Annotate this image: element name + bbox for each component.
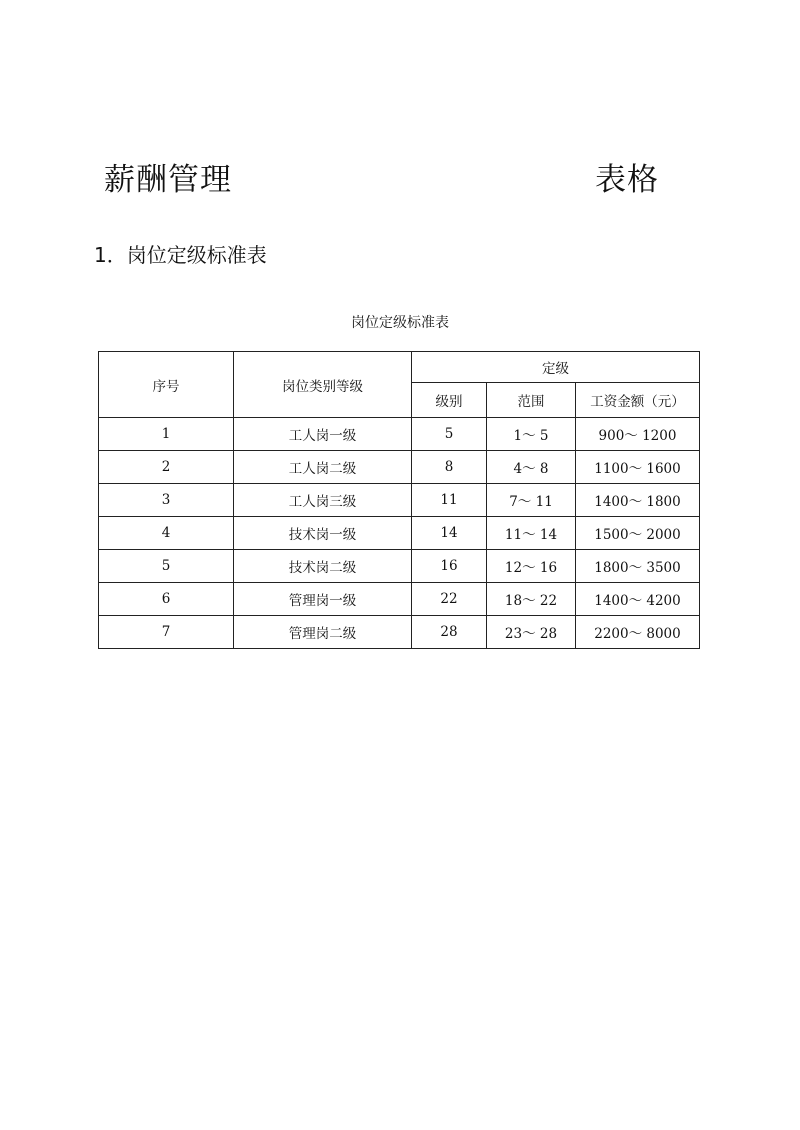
cell-level: 16 (412, 550, 487, 583)
header-seq: 序号 (99, 352, 234, 418)
document-title-left: 薪酬管理 (104, 162, 232, 198)
header-range: 范围 (487, 383, 576, 418)
table-row (99, 517, 700, 550)
cell-category: 管理岗二级 (234, 616, 412, 649)
cell-salary: 1100～ 1600 (576, 451, 700, 484)
cell-salary: 1400～ 4200 (576, 583, 700, 616)
cell-range: 7～ 11 (487, 484, 576, 517)
cell-range: 4～ 8 (487, 451, 576, 484)
cell-category: 工人岗二级 (234, 451, 412, 484)
cell-seq: 6 (99, 583, 234, 616)
cell-range: 18～ 22 (487, 583, 576, 616)
table-row (99, 484, 700, 517)
cell-seq: 7 (99, 616, 234, 649)
table-row (99, 550, 700, 583)
cell-salary: 1400～ 1800 (576, 484, 700, 517)
table-row (99, 616, 700, 649)
header-level: 级别 (412, 383, 487, 418)
cell-salary: 2200～ 8000 (576, 616, 700, 649)
cell-range: 23～ 28 (487, 616, 576, 649)
section-heading: 1．岗位定级标准表 (94, 243, 267, 267)
cell-level: 28 (412, 616, 487, 649)
header-salary: 工资金额（元） (576, 383, 700, 418)
cell-seq: 2 (99, 451, 234, 484)
cell-salary: 1800～ 3500 (576, 550, 700, 583)
document-title-right: 表格 (595, 162, 659, 198)
header-category: 岗位类别等级 (234, 352, 412, 418)
cell-seq: 3 (99, 484, 234, 517)
cell-category: 管理岗一级 (234, 583, 412, 616)
grade-standard-table (98, 351, 700, 649)
cell-salary: 1500～ 2000 (576, 517, 700, 550)
table-body (99, 418, 700, 649)
cell-level: 5 (412, 418, 487, 451)
table-row (99, 451, 700, 484)
cell-category: 技术岗一级 (234, 517, 412, 550)
cell-range: 1～ 5 (487, 418, 576, 451)
cell-category: 工人岗一级 (234, 418, 412, 451)
table-caption: 岗位定级标准表 (351, 315, 449, 331)
table-row (99, 418, 700, 451)
cell-seq: 5 (99, 550, 234, 583)
cell-level: 11 (412, 484, 487, 517)
cell-seq: 1 (99, 418, 234, 451)
cell-range: 12～ 16 (487, 550, 576, 583)
cell-range: 11～ 14 (487, 517, 576, 550)
cell-level: 8 (412, 451, 487, 484)
table-header-row (99, 352, 700, 383)
cell-category: 技术岗二级 (234, 550, 412, 583)
header-grading: 定级 (412, 352, 700, 383)
cell-salary: 900～ 1200 (576, 418, 700, 451)
cell-level: 22 (412, 583, 487, 616)
cell-level: 14 (412, 517, 487, 550)
cell-seq: 4 (99, 517, 234, 550)
table-row (99, 583, 700, 616)
cell-category: 工人岗三级 (234, 484, 412, 517)
